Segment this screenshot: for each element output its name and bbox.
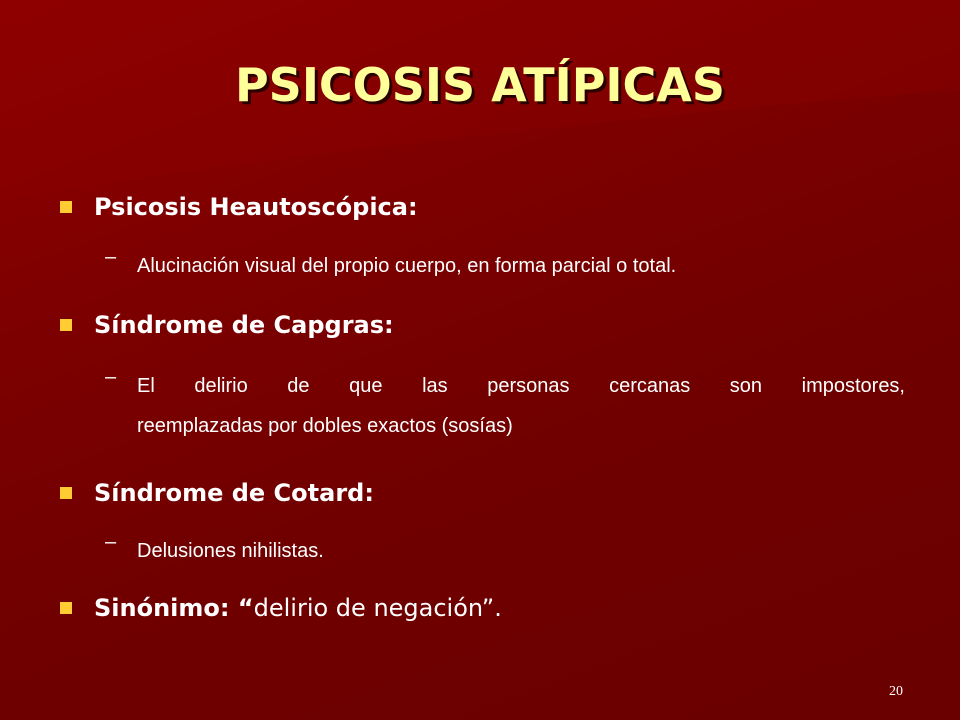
bullet-sinonimo (60, 594, 502, 622)
dash-marker: – (105, 531, 117, 553)
sub-bullet-text: Delusiones nihilistas. (137, 540, 324, 562)
sub-bullet-heautoscopica (105, 246, 676, 286)
bullet-square-icon (60, 201, 72, 213)
slide-title: PSICOSIS ATÍPICAS (234, 58, 726, 112)
heading-bold-part: Sinónimo: “ (94, 594, 254, 622)
sub-bullet-cotard (105, 531, 324, 571)
bullet-square-icon (60, 487, 72, 499)
bullet-heading: Psicosis Heautoscópica: (94, 193, 418, 221)
bullet-heading: Síndrome de Capgras: (94, 311, 394, 339)
sub-bullet-capgras (105, 366, 905, 446)
bullet-square-icon (60, 602, 72, 614)
heading-normal-part: delirio de negación”. (253, 594, 502, 622)
sub-bullet-text-block (137, 366, 905, 446)
dash-marker: – (105, 246, 117, 268)
sub-bullet-line-2: reemplazadas por dobles exactos (sosías) (137, 415, 513, 437)
bullet-psicosis-heautoscopica (60, 193, 418, 221)
bullet-sindrome-cotard (60, 479, 374, 507)
bullet-heading: Síndrome de Cotard: (94, 479, 374, 507)
dash-marker: – (105, 366, 117, 388)
sub-bullet-line-1: El delirio de que las personas cercanas son impostores, (137, 375, 905, 397)
sub-bullet-text: Alucinación visual del propio cuerpo, en forma parcial o total. (137, 255, 677, 277)
bullet-sindrome-capgras (60, 311, 394, 339)
bullet-heading (94, 594, 502, 622)
slide-number: 20 (889, 684, 903, 699)
bullet-square-icon (60, 319, 72, 331)
